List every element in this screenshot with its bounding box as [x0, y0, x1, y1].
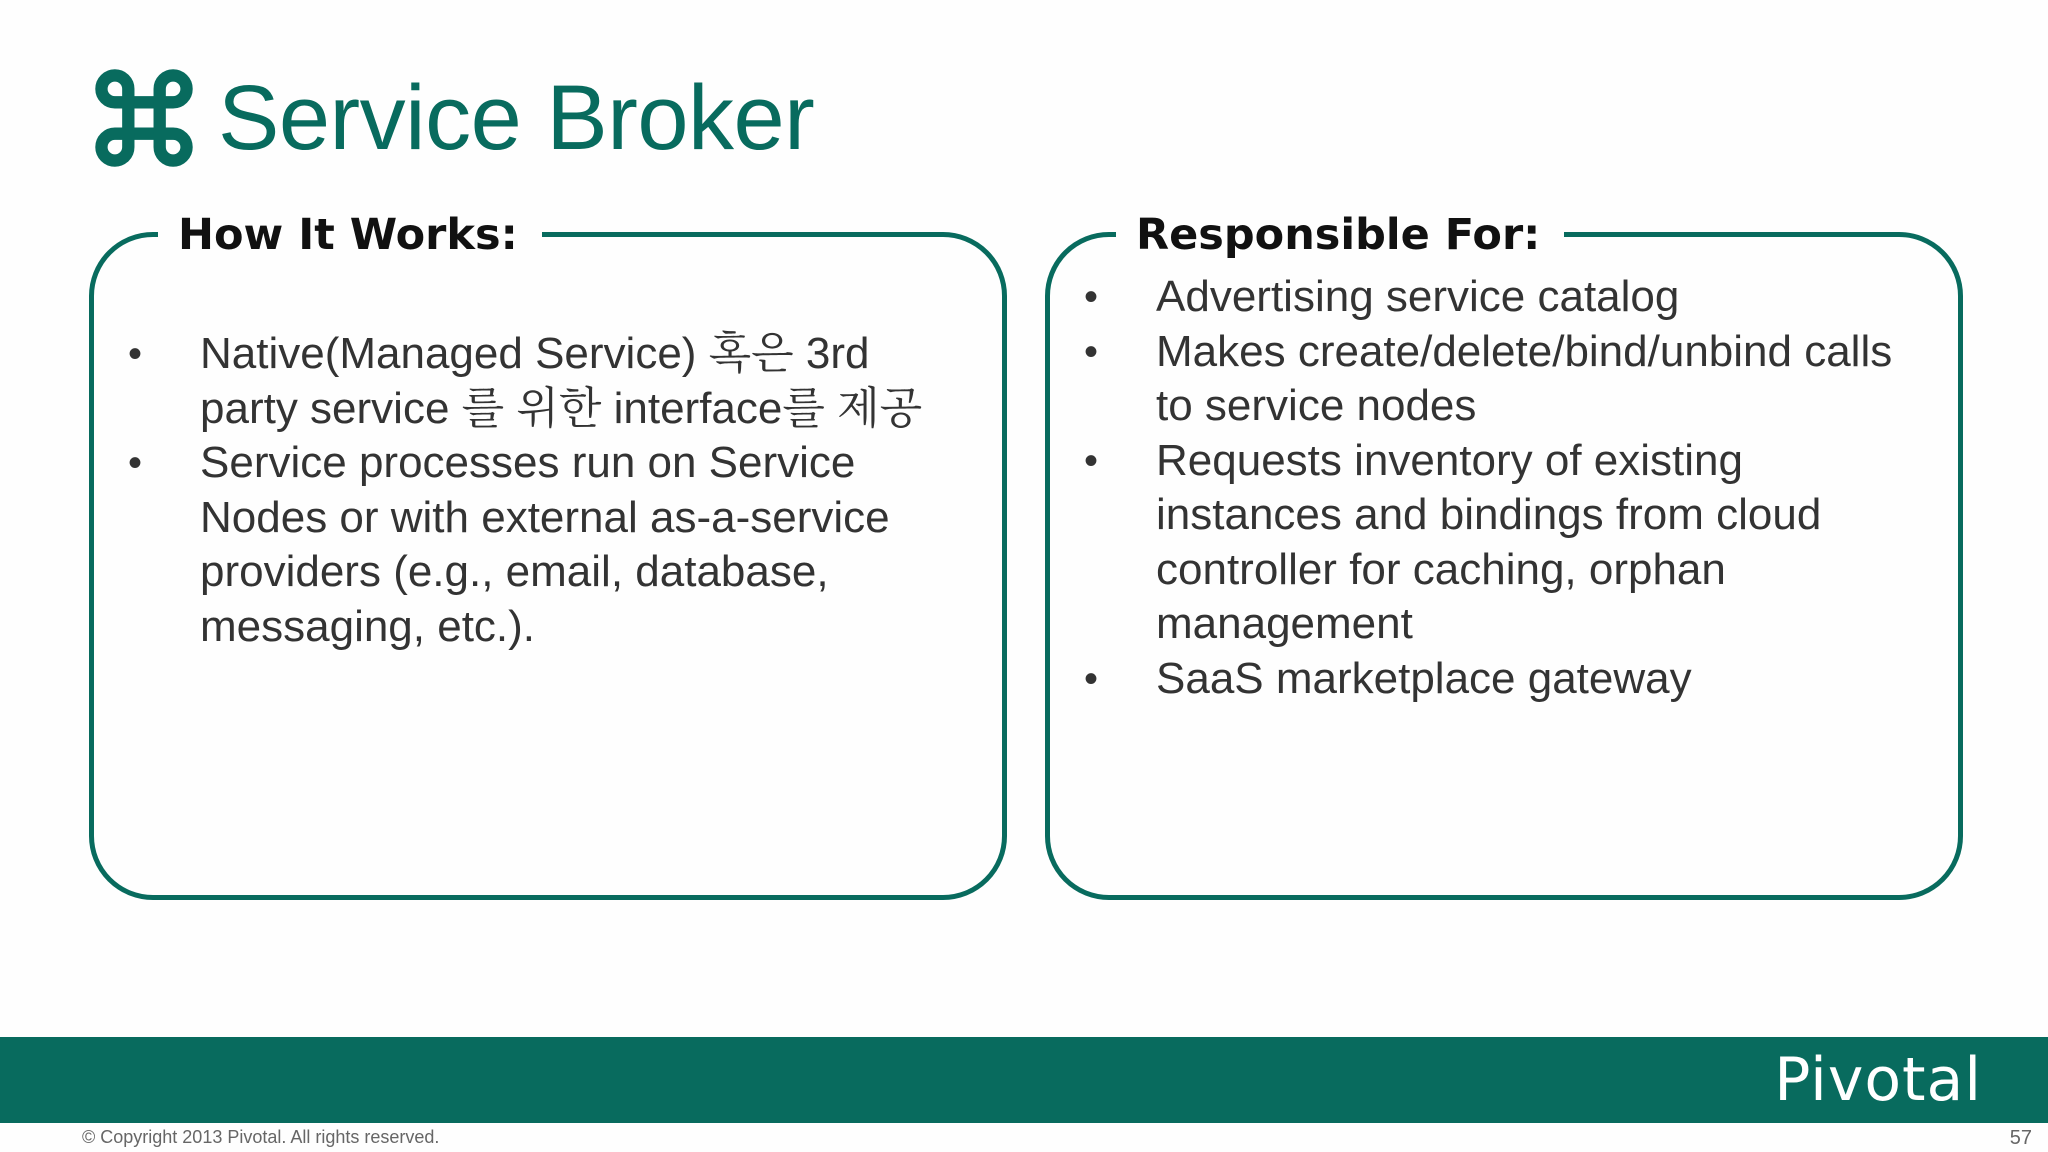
responsible-for-heading: Responsible For:	[1116, 203, 1564, 267]
command-key-icon	[88, 62, 200, 174]
how-it-works-list	[128, 327, 990, 654]
list-item-line: Advertising service catalog	[1156, 272, 1680, 321]
bullet-icon: •	[128, 441, 143, 485]
title-row	[88, 58, 814, 178]
bullet-icon: •	[1084, 438, 1099, 483]
pivotal-logo: Pivotal	[1774, 1045, 1982, 1115]
list-item	[128, 436, 990, 654]
list-item-line: Requests inventory of existing	[1156, 435, 1743, 485]
page-title: Service Broker	[218, 67, 815, 169]
list-item-line: SaaS marketplace gateway	[1156, 653, 1692, 703]
footer-bar	[0, 1037, 2048, 1123]
list-item-line: to service nodes	[1156, 381, 1477, 430]
list-item-line: Native(Managed Service) 혹은 3rd	[200, 329, 870, 378]
bullet-icon: •	[1084, 656, 1099, 701]
bullet-icon: •	[1084, 329, 1099, 374]
copyright-text: © Copyright 2013 Pivotal. All rights reserved.	[82, 1127, 440, 1147]
list-item	[1084, 270, 1956, 325]
responsible-for-list	[1084, 270, 1956, 706]
how-it-works-heading: How It Works:	[158, 203, 542, 267]
list-item-line: instances and bindings from cloud	[1156, 490, 1822, 539]
list-item-line: controller for caching, orphan	[1156, 544, 1726, 594]
list-item	[1084, 652, 1956, 707]
list-item-line: messaging, etc.).	[200, 601, 536, 651]
bullet-icon: •	[1084, 275, 1099, 319]
list-item	[1084, 434, 1956, 652]
list-item	[1084, 325, 1956, 434]
page-number: 57	[2009, 1127, 2032, 1149]
list-item-line: party service 를 위한 interface를 제공	[200, 383, 923, 433]
how-it-works-panel	[89, 210, 1007, 900]
list-item	[128, 327, 990, 436]
list-item-line: providers (e.g., email, database,	[200, 547, 829, 596]
list-item-line: Nodes or with external as-a-service	[200, 492, 890, 542]
list-item-line: management	[1156, 599, 1413, 648]
responsible-for-panel	[1045, 210, 1963, 900]
list-item-line: Makes create/delete/bind/unbind calls	[1156, 326, 1893, 376]
bullet-icon: •	[128, 332, 143, 376]
list-item-line: Service processes run on Service	[200, 438, 856, 487]
